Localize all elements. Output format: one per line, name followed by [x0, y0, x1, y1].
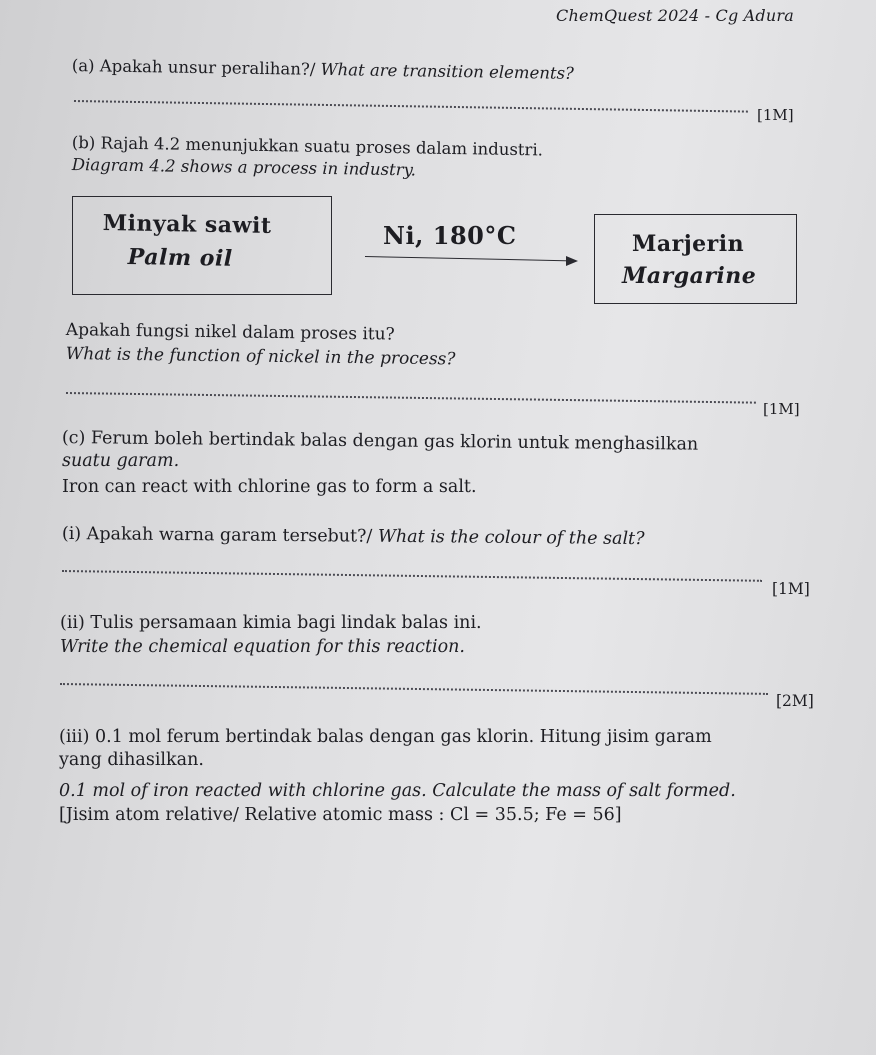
- reaction-arrow-head: [566, 256, 578, 266]
- answer-line-b: [66, 392, 756, 404]
- margarine-label-en: Margarine: [622, 263, 757, 289]
- marks-c-i: [1M]: [772, 580, 810, 598]
- question-b-ms: (b) Rajah 4.2 menunjukkan suatu proses dalam industri.: [71, 133, 544, 160]
- answer-line-a: [74, 100, 748, 113]
- marks-c-ii: [2M]: [776, 692, 814, 710]
- margarine-label-ms: Marjerin: [632, 231, 745, 257]
- question-a: [72, 56, 574, 83]
- question-b-en: Diagram 4.2 shows a process in industry.: [71, 155, 417, 180]
- question-c-i-ms: (i) Apakah warna garam tersebut?/: [61, 524, 373, 547]
- question-b-function-en: What is the function of nickel in the process?: [65, 344, 456, 370]
- margarine-box: [594, 214, 797, 304]
- question-a-en: What are transition elements?: [320, 59, 575, 83]
- question-c-intro-ms-1: (c) Ferum boleh bertindak balas dengan gas klorin untuk menghasilkan: [61, 428, 699, 455]
- question-b-function-ms: Apakah fungsi nikel dalam proses itu?: [65, 320, 395, 345]
- relative-atomic-mass-data: [Jisim atom relative/ Relative atomic mass : Cl = 35.5; Fe = 56]: [59, 805, 622, 825]
- question-c-ii-ms: (ii) Tulis persamaan kimia bagi lindak balas ini.: [60, 613, 482, 633]
- answer-line-c-i: [62, 570, 762, 582]
- palm-oil-label-en: Palm oil: [127, 244, 233, 272]
- question-c-iii-en: 0.1 mol of iron reacted with chlorine gas. Calculate the mass of salt formed.: [59, 781, 736, 801]
- question-c-iii-ms-2: yang dihasilkan.: [59, 750, 204, 770]
- question-c-intro-en: Iron can react with chlorine gas to form a salt.: [62, 477, 477, 497]
- question-c-iii-ms-1: (iii) 0.1 mol ferum bertindak balas dengan gas klorin. Hitung jisim garam: [59, 727, 712, 747]
- question-c-intro-ms-2: suatu garam.: [62, 451, 180, 471]
- question-c-ii-en: Write the chemical equation for this reaction.: [60, 637, 465, 657]
- question-c-i-en: What is the colour of the salt?: [377, 526, 645, 550]
- catalyst-condition: Ni, 180°C: [383, 221, 517, 250]
- answer-line-c-ii: [60, 683, 768, 695]
- page-header: ChemQuest 2024 - Cg Adura: [556, 6, 794, 25]
- marks-b: [1M]: [763, 400, 800, 418]
- question-a-ms: (a) Apakah unsur peralihan?/: [71, 56, 316, 79]
- reaction-arrow-line: [365, 256, 571, 261]
- marks-a: [1M]: [757, 106, 794, 124]
- palm-oil-label-ms: Minyak sawit: [102, 210, 272, 239]
- question-c-i: [62, 524, 645, 549]
